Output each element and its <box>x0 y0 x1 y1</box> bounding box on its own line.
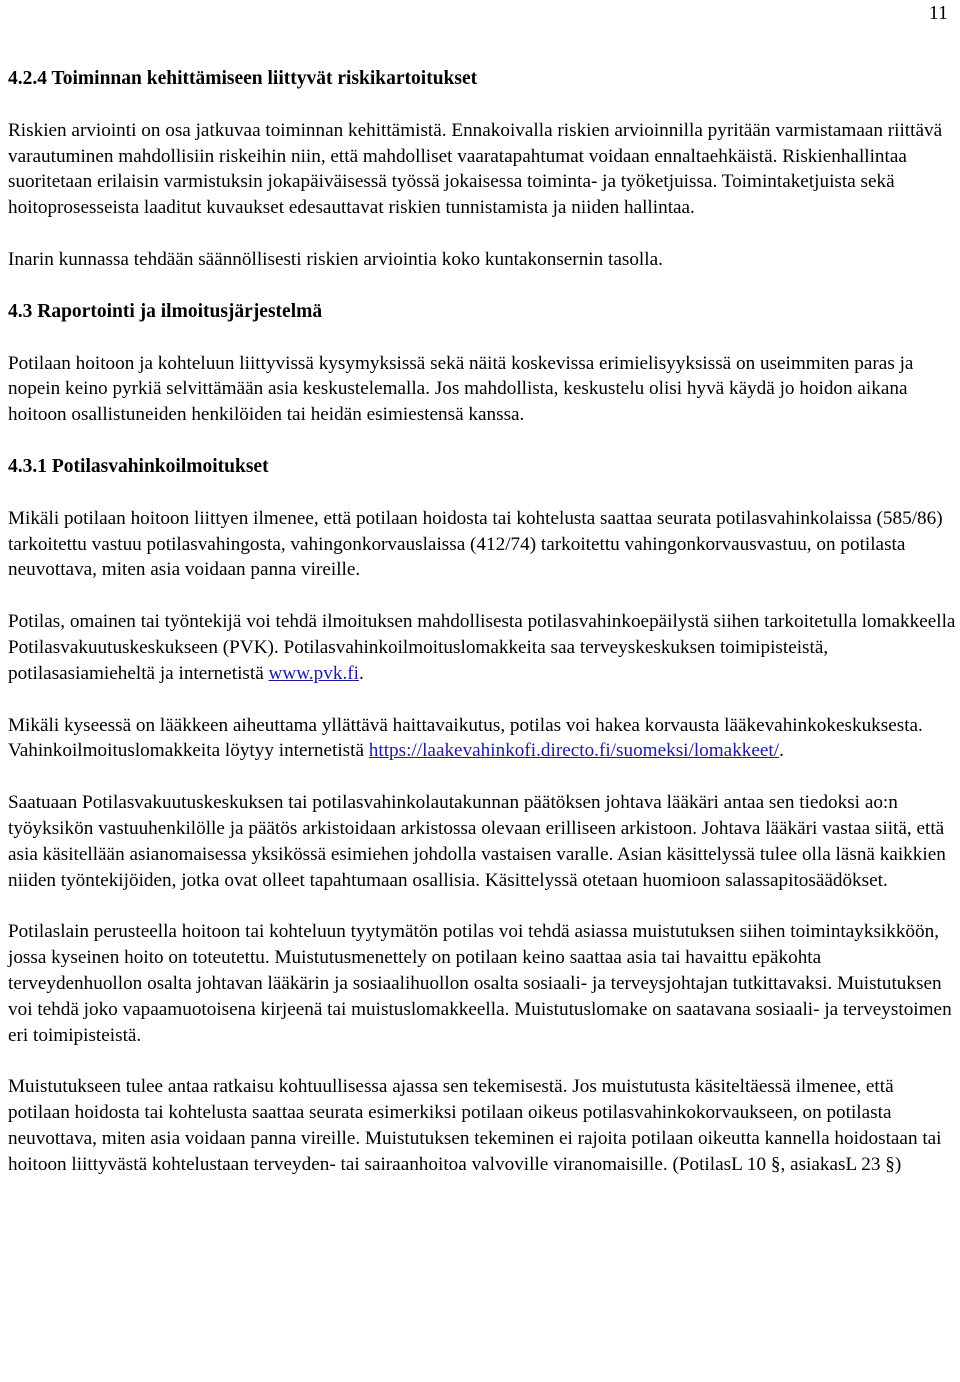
paragraph: Inarin kunnassa tehdään säännöllisesti riskien arviointia koko kuntakonsernin tasolla. <box>8 248 663 270</box>
pvk-link[interactable]: www.pvk.fi <box>268 662 359 684</box>
paragraph-text: Mikäli kyseessä on lääkkeen aiheuttama yllättävä haittavaikutus, potilas voi hakea korvausta lääkevahinkokeskuksesta. Vahinkoilmoituslomakkeita löytyy internetistä <box>8 714 923 762</box>
paragraph: Muistutukseen tulee antaa ratkaisu kohtuullisessa ajassa sen tekemisestä. Jos muistutusta käsiteltäessä ilmenee, että potilaan hoidosta tai kohtelusta saattaa seurata esimerkiksi potilaan oikeus potilasvahinkokorvaukseen, on potilasta neuvottava, miten asia voidaan panna vireille. Muistutuksen tekeminen ei rajoita potilaan oikeutta kannella hoidostaan tai hoitoon liittyvästä kohtelustaan terveyden- tai sairaanhoitoa valvoville viranomaisille. (PotilasL 10 §, asiakasL 23 §) <box>8 1076 942 1175</box>
paragraph-end: . <box>779 740 784 762</box>
laakevahinko-link[interactable]: https://laakevahinkofi.directo.fi/suomeksi/lomakkeet/ <box>368 740 780 762</box>
paragraph: Riskien arviointi on osa jatkuvaa toiminnan kehittämistä. Ennakoivalla riskien arvioinnilla pyritään varmistamaan riittävä varautuminen mahdollisiin riskeihin niin, että mahdolliset vaaratapahtumat voidaan ennaltaehkäistä. Riskienhallintaa suoritetaan erilaisin varmistuksin jokapäiväisessä työssä jokaisessa toiminta- ja työketjuissa. Toimintaketjuista sekä hoitoprosesseista laaditut kuvaukset edesauttavat riskien tunnistamista ja niiden hallintaa. <box>8 119 943 219</box>
heading-4-3-1: 4.3.1 Potilasvahinkoilmoitukset <box>8 455 269 477</box>
document-body <box>8 66 956 1178</box>
paragraph <box>8 609 956 686</box>
paragraph: Potilaan hoitoon ja kohteluun liittyvissä kysymyksissä sekä näitä koskevissa erimielisyyksissä on useimmiten paras ja nopein keino pyrkiä selvittämään asia keskustelemalla. Jos mahdollista, keskustelu olisi hyvä käydä jo hoidon aikana hoitoon osallistuneiden henkilöiden tai heidän esimiestensä kanssa. <box>8 352 914 426</box>
paragraph <box>8 713 956 765</box>
paragraph-end: . <box>358 662 364 684</box>
heading-4-2-4: 4.2.4 Toiminnan kehittämiseen liittyvät riskikartoitukset <box>8 68 478 89</box>
heading-4-3: 4.3 Raportointi ja ilmoitusjärjestelmä <box>8 300 323 322</box>
paragraph: Potilaslain perusteella hoitoon tai kohteluun tyytymätön potilas voi tehdä asiassa muistutuksen siihen toimintayksikköön, jossa kyseinen hoito on toteutettu. Muistutusmenettely on potilaan keino saattaa asia tai havaittu epäkohta terveydenhuollon osalta johtavan lääkärin ja sosiaalihuollon osalta sosiaali- ja terveysjohtajan tutkittavaksi. Muistutuksen voi tehdä joko vapaamuotoisena kirjeenä tai muistuslomakkeella. Muistutuslomake on saatavana sosiaali- ja terveystoimen eri toimipisteistä. <box>8 921 952 1046</box>
paragraph: Saatuaan Potilasvakuutuskeskuksen tai potilasvahinkolautakunnan päätöksen johtava lääkäri antaa sen tiedoksi ao:n työyksikön vastuuhenkilölle ja päätös arkistoidaan arkistossa olevaan erilliseen arkistoon. Johtava lääkäri vastaa siitä, että asia käsitellään asianomaisessa yksikössä esimiehen johdolla vastaisen varalle. Asian käsittelyssä tulee olla läsnä kaikkien niiden työntekijöiden, jotka ovat olleet tapahtumaan osallisia. Käsittelyssä otetaan huomioon salassapitosäädökset. <box>8 792 946 891</box>
paragraph-text: Potilas, omainen tai työntekijä voi tehdä ilmoituksen mahdollisesta potilasvahinkoepäilystä siihen tarkoitetulla lomakkeella Potilasvakuutuskeskukseen (PVK). Potilasvahinkoilmoituslomakkeita saa terveyskeskuksen toimipisteistä, potilasasiamieheltä ja internetistä <box>8 611 956 684</box>
page-number: 11 <box>928 2 948 24</box>
paragraph: Mikäli potilaan hoitoon liittyen ilmenee, että potilaan hoidosta tai kohtelusta saattaa seurata potilasvahinkolaissa (585/86) tarkoitettu vastuu potilasvahingosta, vahingonkorvauslaissa (412/74) tarkoitettu vahingonkorvausvastuu, on potilasta neuvottava, miten asia voidaan panna vireille. <box>8 507 943 581</box>
